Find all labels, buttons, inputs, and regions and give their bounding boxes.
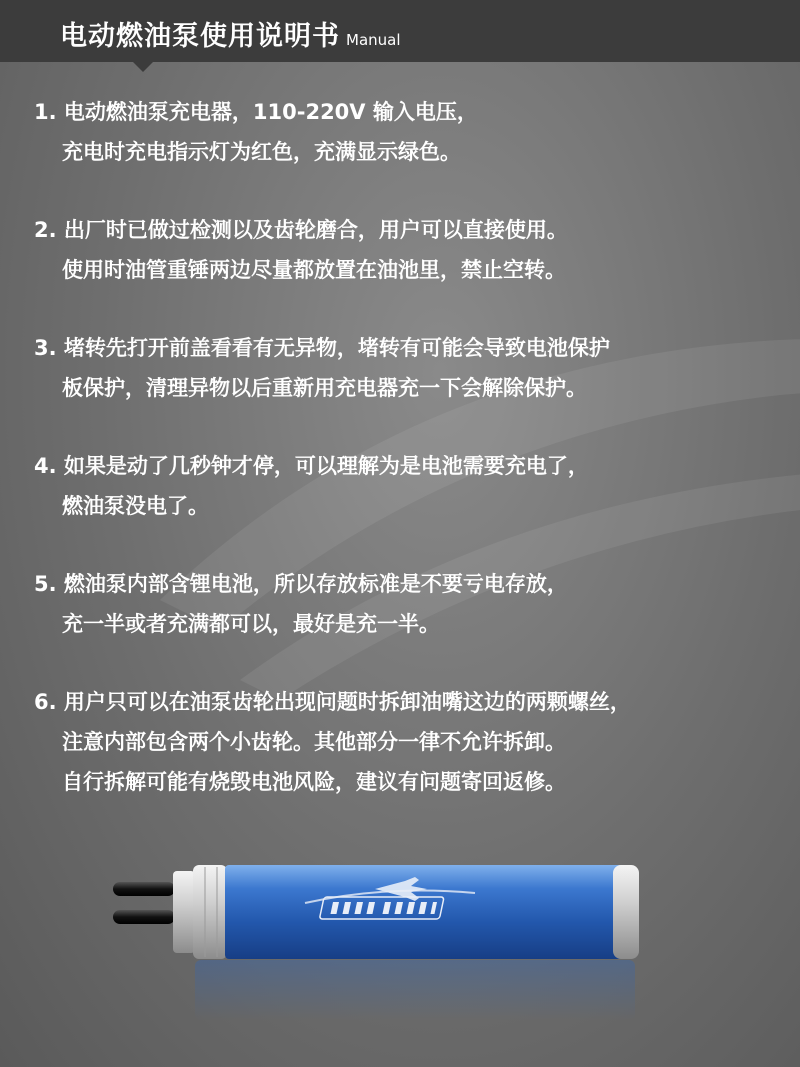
instruction-line: 4. 如果是动了几秒钟才停，可以理解为是电池需要充电了， [34,454,589,478]
instruction-line: 燃油泵没电了。 [62,494,209,518]
instruction-item-2 [34,210,784,290]
header-pointer [133,62,153,72]
instruction-line: 5. 燃油泵内部含锂电池，所以存放标准是不要亏电存放， [34,572,568,596]
header-bar [0,0,800,62]
instruction-line: 1. 电动燃油泵充电器，110-220V 输入电压， [34,100,478,124]
instruction-line: 6. 用户只可以在油泵齿轮出现问题时拆卸油嘴这边的两颗螺丝， [34,690,631,714]
instruction-line: 注意内部包含两个小齿轮。其他部分一律不允许拆卸。 [62,730,566,754]
instruction-line: 3. 堵转先打开前盖看看有无异物，堵转有可能会导致电池保护 [34,336,610,360]
fuel-pump-image [105,855,665,1035]
instruction-item-1 [34,92,784,172]
instruction-line: 使用时油管重锤两边尽量都放置在油池里，禁止空转。 [62,258,566,282]
instruction-item-5 [34,564,784,644]
instruction-line: 板保护，清理异物以后重新用充电器充一下会解除保护。 [62,376,587,400]
instruction-line: 充一半或者充满都可以，最好是充一半。 [62,612,440,636]
instruction-line: 2. 出厂时已做过检测以及齿轮磨合，用户可以直接使用。 [34,218,568,242]
instruction-line: 充电时充电指示灯为红色，充满显示绿色。 [62,140,461,164]
instruction-line: 自行拆解可能有烧毁电池风险，建议有问题寄回返修。 [62,770,566,794]
instruction-list [34,92,784,840]
instruction-item-6 [34,682,784,802]
instruction-item-4 [34,446,784,526]
page-title [60,14,401,53]
nozzle-top [113,882,175,896]
title-subtitle: Manual [346,31,401,49]
nozzle-bottom [113,910,175,924]
title-text: 电动燃油泵使用说明书 [60,21,340,52]
instruction-item-3 [34,328,784,408]
